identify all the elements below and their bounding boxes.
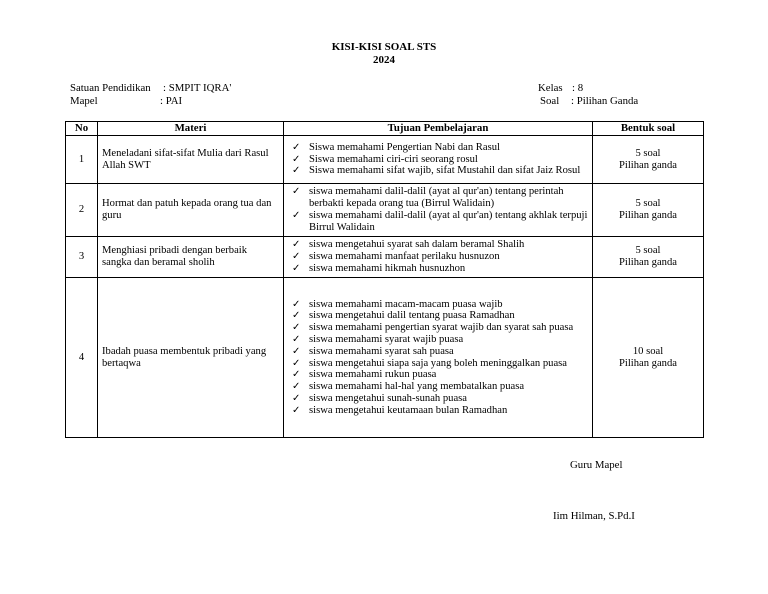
list-item	[288, 346, 588, 358]
row-number: 2	[66, 184, 98, 237]
signature-name: Iim Hilman, S.Pd.I	[553, 510, 635, 522]
materi-cell: Menghiasi pribadi dengan berbaik sangka dan beramal sholih	[98, 237, 284, 278]
tujuan-cell	[284, 136, 593, 184]
tujuan-text: siswa memahami dalil-dalil (ayat al qur'an) tentang akhlak terpuji Birrul Walidain	[309, 210, 588, 233]
row-number: 4	[66, 278, 98, 438]
table-row	[66, 136, 704, 184]
checkmark-icon: ✓	[292, 310, 301, 322]
tujuan-text: siswa memahami pengertian syarat wajib dan syarat sah puasa	[309, 322, 574, 334]
row-number: 3	[66, 237, 98, 278]
mapel-label: Mapel	[70, 95, 98, 107]
checkmark-icon: ✓	[292, 186, 301, 198]
list-item	[288, 381, 588, 393]
list-item	[288, 186, 588, 210]
list-item	[288, 210, 588, 234]
row-number: 1	[66, 136, 98, 184]
tujuan-text: siswa mengetahui siapa saja yang boleh meninggalkan puasa	[309, 357, 568, 369]
checkmark-icon: ✓	[292, 298, 301, 310]
materi-cell: Ibadah puasa membentuk pribadi yang bertaqwa	[98, 278, 284, 438]
kelas-label: Kelas	[538, 82, 563, 94]
checkmark-icon: ✓	[292, 153, 301, 165]
table-header-row	[66, 122, 704, 136]
tujuan-text: siswa memahami rukun puasa	[309, 369, 437, 381]
satuan-label: Satuan Pendidikan	[70, 82, 151, 94]
tujuan-text: siswa memahami hikmah husnuzhon	[309, 262, 466, 274]
soal-label: Soal	[540, 95, 560, 107]
tujuan-text: siswa mengetahui syarat sah dalam beramal Shalih	[309, 239, 525, 251]
tujuan-cell	[284, 237, 593, 278]
soal-count: 10 soal	[632, 345, 664, 357]
bentuk-cell	[593, 184, 704, 237]
tujuan-text: siswa memahami hal-hal yang membatalkan puasa	[309, 381, 525, 393]
checkmark-icon: ✓	[292, 369, 301, 381]
header-no: No	[66, 122, 98, 136]
checkmark-icon: ✓	[292, 357, 301, 369]
list-item	[288, 393, 588, 405]
header-materi: Materi	[98, 122, 284, 136]
checkmark-icon: ✓	[292, 392, 301, 404]
tujuan-text: siswa mengetahui keutamaan bulan Ramadhan	[309, 404, 508, 416]
soal-value: : Pilihan Ganda	[571, 95, 639, 107]
tujuan-text: Siswa memahami ciri-ciri seorang rosul	[309, 153, 478, 165]
list-item	[288, 369, 588, 381]
tujuan-text: siswa memahami syarat wajib puasa	[309, 333, 464, 345]
tujuan-text: siswa memahami macam-macam puasa wajib	[309, 298, 503, 310]
tujuan-cell	[284, 278, 593, 438]
signature-role: Guru Mapel	[570, 459, 623, 471]
checkmark-icon: ✓	[292, 333, 301, 345]
kisi-kisi-table	[65, 121, 704, 438]
tujuan-text: siswa mengetahui dalil tentang puasa Ramadhan	[309, 310, 515, 322]
header-tujuan: Tujuan Pembelajaran	[284, 122, 593, 136]
checkmark-icon: ✓	[292, 345, 301, 357]
list-item	[288, 154, 588, 166]
list-item	[288, 322, 588, 334]
table-row	[66, 237, 704, 278]
table-row	[66, 184, 704, 237]
checkmark-icon: ✓	[292, 322, 301, 334]
checkmark-icon: ✓	[292, 239, 301, 251]
materi-cell: Hormat dan patuh kepada orang tua dan guru	[98, 184, 284, 237]
checkmark-icon: ✓	[292, 262, 301, 274]
checkmark-icon: ✓	[292, 165, 301, 177]
kelas-value: : 8	[572, 82, 584, 94]
checkmark-icon: ✓	[292, 141, 301, 153]
soal-count: 5 soal	[635, 147, 661, 159]
soal-count: 5 soal	[635, 198, 661, 210]
tujuan-text: Siswa memahami sifat wajib, sifat Mustahil dan sifat Jaiz Rosul	[309, 165, 581, 177]
tujuan-text: Siswa memahami Pengertian Nabi dan Rasul	[309, 141, 500, 153]
tujuan-list	[288, 186, 588, 233]
list-item	[288, 358, 588, 370]
materi-cell: Meneladani sifat-sifat Mulia dari Rasul Allah SWT	[98, 136, 284, 184]
list-item	[288, 239, 588, 251]
tujuan-text: siswa mengetahui sunah-sunah puasa	[309, 392, 467, 404]
tujuan-list	[288, 299, 588, 417]
tujuan-list	[288, 142, 588, 177]
soal-type: Pilihan ganda	[619, 210, 677, 221]
tujuan-list	[288, 239, 588, 274]
list-item	[288, 310, 588, 322]
list-item	[288, 165, 588, 177]
list-item	[288, 299, 588, 311]
checkmark-icon: ✓	[292, 404, 301, 416]
list-item	[288, 142, 588, 154]
tujuan-text: siswa memahami manfaat perilaku husnuzon	[309, 251, 500, 263]
title-year: 2024	[373, 54, 395, 66]
checkmark-icon: ✓	[292, 381, 301, 393]
list-item	[288, 251, 588, 263]
soal-type: Pilihan ganda	[619, 159, 677, 171]
tujuan-text: siswa memahami syarat sah puasa	[309, 345, 454, 357]
soal-count: 5 soal	[635, 245, 661, 257]
bentuk-cell	[593, 237, 704, 278]
soal-type: Pilihan ganda	[619, 257, 677, 268]
soal-type: Pilihan ganda	[619, 357, 677, 369]
satuan-value: : SMPIT IQRA'	[163, 82, 232, 94]
list-item	[288, 334, 588, 346]
list-item	[288, 263, 588, 275]
table-row	[66, 278, 704, 438]
bentuk-cell	[593, 136, 704, 184]
bentuk-cell	[593, 278, 704, 438]
checkmark-icon: ✓	[292, 210, 301, 221]
title-line-1: KISI-KISI SOAL STS	[331, 41, 437, 53]
document-title	[0, 41, 768, 67]
checkmark-icon: ✓	[292, 251, 301, 263]
list-item	[288, 405, 588, 417]
mapel-value: : PAI	[160, 95, 183, 107]
tujuan-cell	[284, 184, 593, 237]
tujuan-text: siswa memahami dalil-dalil (ayat al qur'an) tentang perintah berbakti kepada orang tua (Birrul Walidain)	[309, 186, 564, 210]
header-bentuk: Bentuk soal	[593, 122, 704, 136]
